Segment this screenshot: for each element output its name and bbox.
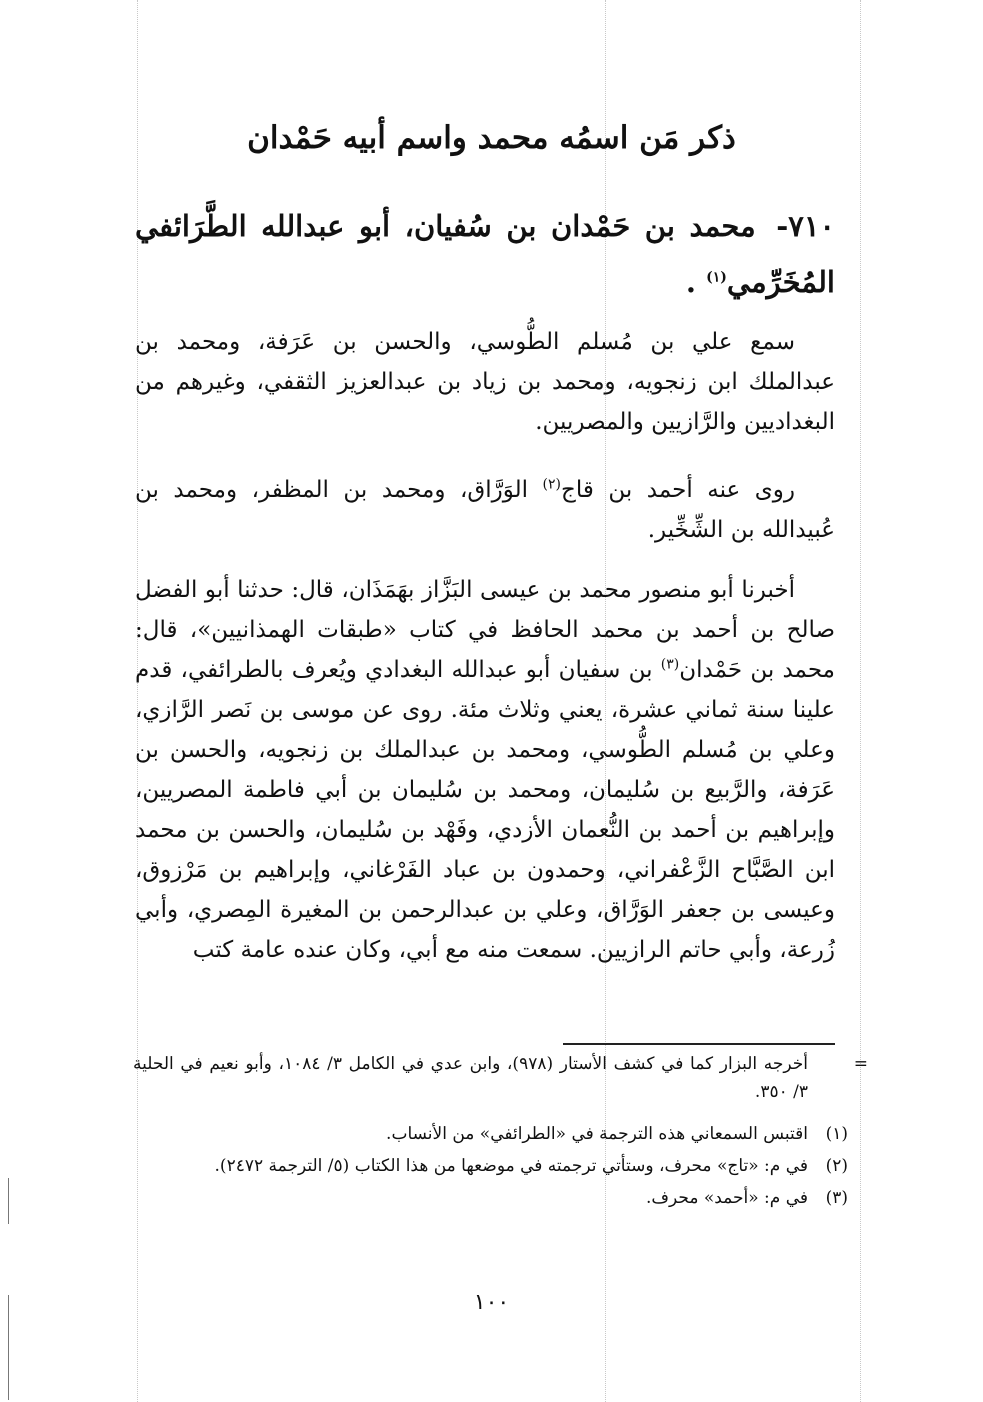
paragraph-text: بن سفيان أبو عبدالله البغدادي ويُعرف بالطرائفي، قدم علينا سنة ثماني عشرة، يعني وثلاث مئة. روى عن موسى بن نَصر الرَّازي، وعلي بن مُسلم الطُّوسي، ومحمد بن عبدالملك بن زنجويه، والحسن بن عَرَفة، والرَّبيع بن سُليمان، ومحمد بن سُليمان بن أبي فاطمة المصريين، وإبراهيم بن أحمد بن النُّعمان الأزدي، وفَهْد بن سُليمان، والحسن بن محمد ابن الصَّبَّاح الزَّعْفراني، وحمدون بن عباد الفَرْغاني، وإبراهيم بن مَرْزوق، وعيسى بن جعفر الوَرَّاق، وعلي بن عبدالرحمن بن المغيرة المِصري، وأبي زُرعة، وأبي حاتم الرازيين. سمعت منه مع أبي، وكان عنده عامة كتب [135, 657, 835, 963]
scan-artifact-line [860, 0, 861, 1402]
paragraph [135, 570, 835, 970]
footnote-ref[interactable]: (١) [706, 269, 727, 286]
footnote-ref[interactable]: (٣) [660, 656, 680, 673]
footnote-continuation [133, 1050, 868, 1106]
entry-heading [135, 198, 835, 310]
paragraph-text: سمع علي بن مُسلم الطُّوسي، والحسن بن عَرَفة، ومحمد بن عبدالملك ابن زنجويه، ومحمد بن زياد بن عبدالعزيز الثقفي، وغيرهم من البغداديين والرَّازيين والمصريين. [135, 329, 835, 435]
paragraph [135, 470, 835, 550]
footnote-text: في م: «أحمد» محرف. [645, 1188, 808, 1208]
paragraph-text: أخبرنا أبو منصور محمد بن عيسى البَزَّاز بهَمَذَان، قال: حدثنا أبو الفضل صالح بن أحمد بن محمد الحافظ في كتاب «طبقات الهمذانيين»، قال: محمد بن حَمْدان [135, 577, 835, 683]
entry-name: محمد بن حَمْدان بن سُفيان، أبو عبدالله الطَّرَائفي المُخَرِّمي [135, 209, 835, 299]
footnote-number: (١) [825, 1124, 848, 1144]
footnote-ref[interactable]: (٢) [542, 476, 561, 493]
paragraph [135, 322, 835, 442]
footnotes [133, 1050, 868, 1216]
footnote-item [133, 1152, 848, 1180]
section-title: ذكر مَن اسمُه محمد واسم أبيه حَمْدان [247, 120, 736, 156]
footnote-text: في م: «تاج» محرف، وستأتي ترجمته في موضعها من هذا الكتاب (٥/ الترجمة ٢٤٧٢). [214, 1156, 808, 1176]
footnote-text: أخرجه البزار كما في كشف الأستار (٩٧٨)، وابن عدي في الكامل ٣/ ١٠٨٤، وأبو نعيم في الحلية ٣/ ٣٥٠. [133, 1054, 808, 1102]
entry-number: ٧١٠- [776, 209, 835, 243]
scan-edge-mark [8, 1178, 9, 1224]
footnote-item [133, 1184, 848, 1212]
footnote-item [133, 1120, 848, 1148]
footnote-text: اقتبس السمعاني هذه الترجمة في «الطرائفي» من الأنساب. [386, 1124, 808, 1144]
paragraph-text: روى عنه أحمد بن قاج [561, 477, 795, 503]
footnote-number: (٣) [825, 1188, 848, 1208]
continuation-mark: = [853, 1054, 868, 1074]
footnote-separator [563, 1043, 835, 1045]
paragraph-text: الوَرَّاق، ومحمد بن المظفر، ومحمد بن عُبيدالله بن الشِّخِّير. [135, 477, 835, 543]
footnote-number: (٢) [825, 1156, 848, 1176]
page-number: ١٠٠ [473, 1290, 510, 1315]
entry-end: . [685, 265, 707, 299]
